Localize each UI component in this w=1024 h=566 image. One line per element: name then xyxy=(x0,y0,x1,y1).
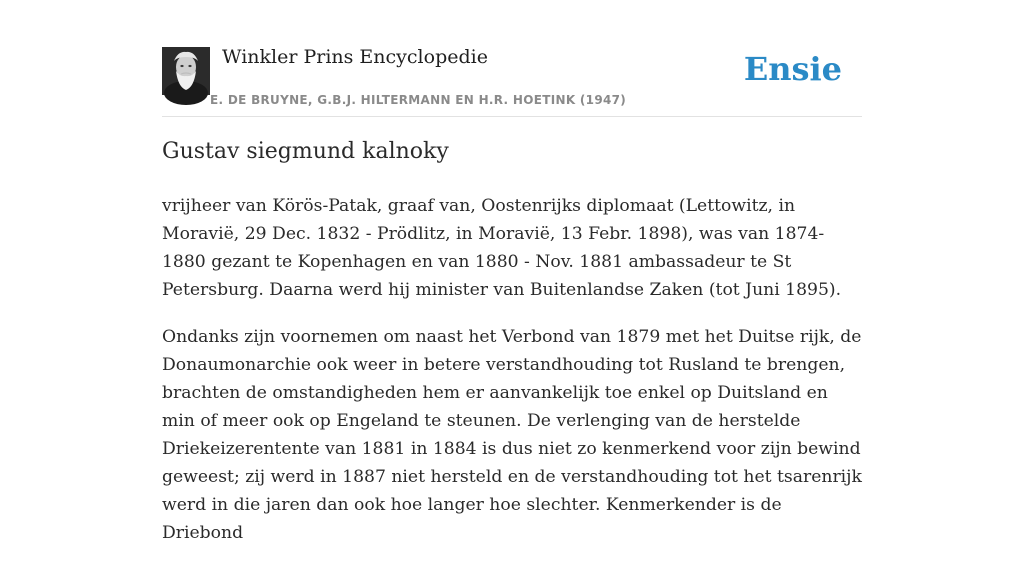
article-paragraph: Ondanks zijn voornemen om naast het Verbond van 1879 met het Duitse rijk, de Donaumonarchie ook weer in betere verstandhouding tot Rusland te brengen, brachten de omstandigheden hem er aanvankelijk toe enkel op Duitsland en min of meer ook op Engeland te steunen. De verlenging van de herstelde Driekeizerentente van 1881 in 1884 is dus niet zo kenmerkend voor zijn bewind geweest; zij werd in 1887 niet hersteld en de verstandhouding tot het tsarenrijk werd in die jaren dan ook hoe langer hoe slechter. Kenmerkender is de Driebond xyxy=(162,327,862,543)
bearded-man-portrait-icon xyxy=(162,47,210,95)
brand-logo[interactable]: Ensie xyxy=(743,50,842,88)
article-title: Gustav siegmund kalnoky xyxy=(162,139,449,164)
site-header xyxy=(162,44,862,117)
site-title[interactable]: Winkler Prins Encyclopedie xyxy=(222,46,488,68)
authors-line: E. DE BRUYNE, G.B.J. HILTERMANN EN H.R. HOETINK (1947) xyxy=(210,93,627,107)
article-body xyxy=(162,192,862,566)
author-avatar xyxy=(162,47,210,95)
article-paragraph: vrijheer van Körös-Patak, graaf van, Oostenrijks diplomaat (Lettowitz, in Moravië, 29 Dec. 1832 - Prödlitz, in Moravië, 13 Febr. 1898), was van 1874-1880 gezant te Kopenhagen en van 1880 - Nov. 1881 ambassadeur te St Petersburg. Daarna werd hij minister van Buitenlandse Zaken (tot Juni 1895). xyxy=(162,196,842,300)
